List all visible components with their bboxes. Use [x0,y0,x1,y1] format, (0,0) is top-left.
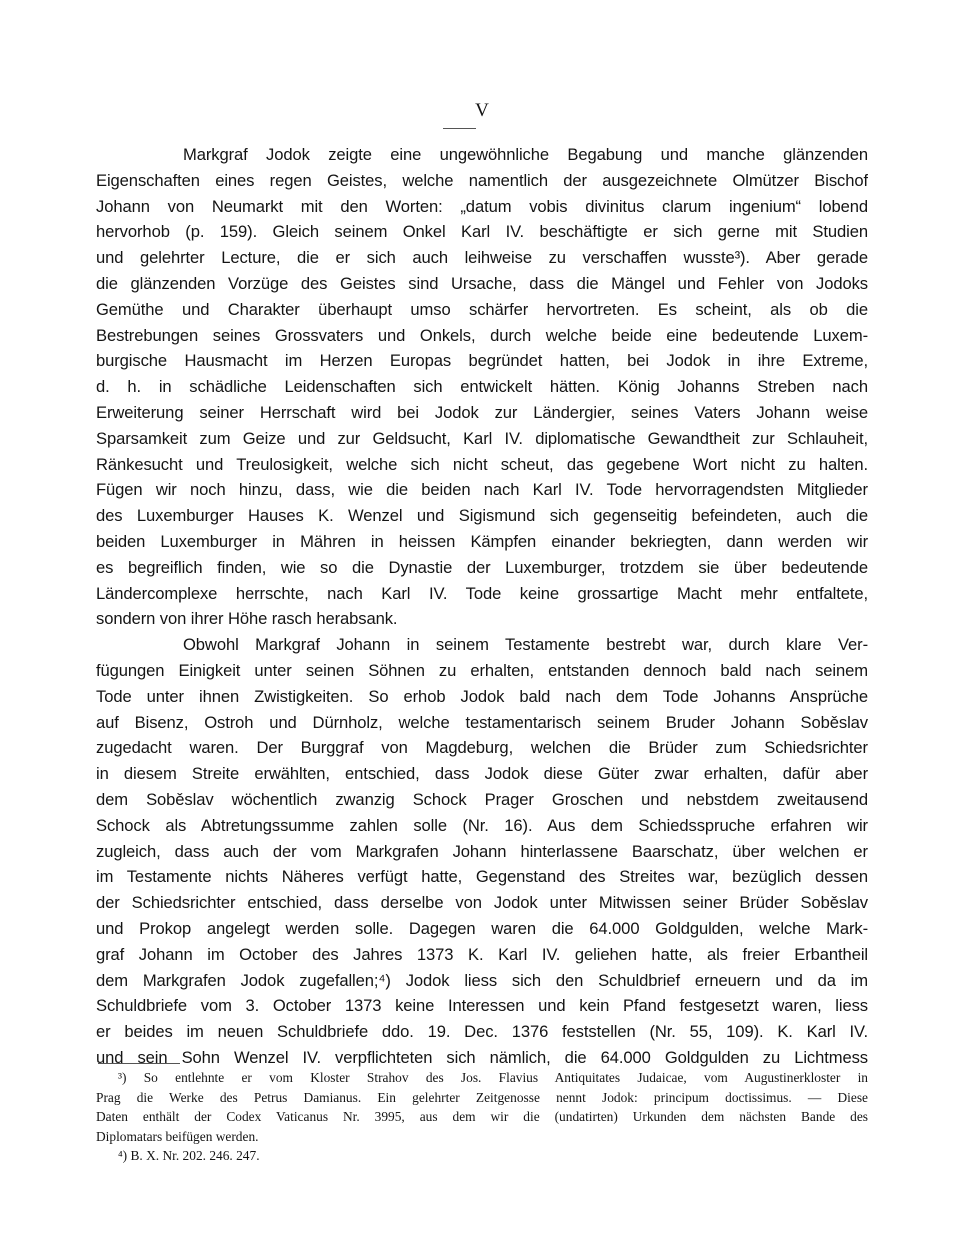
text-line: zugedacht waren. Der Burggraf von Magdeburg, welchen die Brüder zum Schiedsrichter [96,738,868,758]
text-line: beiden Luxemburger in Mähren in heissen Kämpfen einander bekriegten, dann werden wir [96,531,868,551]
text-line: dem Markgrafen Jodok zugefallen;⁴) Jodok liess sich den Schuldbrief erneuern und da im [96,970,868,990]
text-line: Markgraf Jodok zeigte eine ungewöhnliche Begabung und manche glänzenden [183,145,868,164]
text-line: burgische Hausmacht im Herzen Europas begründet hatten, bei Jodok in ihre Extreme, [96,351,868,371]
text-line: Fügen wir noch hinzu, dass, wie die beiden nach Karl IV. Tode hervorragendsten Mitglieder [96,480,868,500]
text-line: Gemüthe und Charakter überhaupt umso schärfer hervortreten. Es scheint, als ob die [96,299,868,319]
text-line: zugleich, dass auch der vom Markgrafen Johann hinterlassene Baarschatz, über welchen er [96,841,868,861]
text-line: dem Soběslav wöchentlich zwanzig Schock Prager Groschen und nebstdem zweitausend [96,789,868,809]
text-line: in diesem Streite erwählten, entschied, dass Jodok diese Güter zwar erhalten, dafür aber [96,764,868,784]
text-line: der Schiedsrichter entschied, dass derselbe von Jodok unter Mitwissen seiner Brüder Soběslav [96,893,868,913]
text-line: und sein Sohn Wenzel IV. verpflichteten sich nämlich, die 64.000 Goldgulden zu Lichtmess [96,1047,868,1067]
text-line: Eigenschaften eines regen Geistes, welche namentlich der ausgezeichnete Olmützer Bischof [96,170,868,190]
text-line: die glänzenden Vorzüge des Geistes sind Ursache, dass die Mängel und Fehler von Jodoks [96,273,868,293]
text-line: graf Johann im October des Jahres 1373 K. Karl IV. geliehen hatte, als freier Erbantheil [96,944,868,964]
text-line: Ländercomplexe herrschte, nach Karl IV. Tode keine grossartige Macht mehr entfaltete, [96,583,868,603]
text-line: im Testamente nichts Näheres verfügt hatte, Gegenstand des Streites war, bezüglich dessen [96,867,868,887]
text-line: Schuldbriefe vom 3. October 1373 keine Interessen und kein Pfand festgesetzt waren, liess [96,996,868,1016]
page-number-rule [443,128,476,129]
footnote-line: Daten enthält der Codex Vaticanus Nr. 3995, aus dem wir die (undatirten) Urkunden dem nächsten Bande des [96,1109,868,1124]
text-line: Ränkesucht und Treulosigkeit, welche sich nicht scheut, das gegebene Wort nicht zu halten. [96,454,868,474]
text-line: hervorhob (p. 159). Gleich seinem Onkel Karl IV. beschäftigte er sich gerne mit Studien [96,222,868,242]
text-line: d. h. in schädliche Leidenschaften sich entwickelt hätten. König Johanns Streben nach [96,377,868,397]
footnotes [96,1068,868,1166]
footnote-line: Diplomatars beifügen werden. [96,1128,259,1144]
footnote-line: Prag die Werke des Petrus Damianus. Ein gelehrter Zeitgenosse nennt Jodok: principum doctissimus. — Diese [96,1089,868,1105]
text-line: Bestrebungen seines Grossvaters und Onkels, durch welche beide eine bedeutende Luxem- [96,325,868,345]
text-line: Obwohl Markgraf Johann in seinem Testamente bestrebt war, durch klare Ver- [183,635,868,655]
text-line: und Prokop angelegt werden solle. Dagegen waren die 64.000 Goldgulden, welche Mark- [96,918,868,938]
footnote-line: ³) So entlehnte er vom Kloster Strahov des Jos. Flavius Antiquitates Judaicae, vom Augustinerkloster in [118,1070,868,1085]
text-line: des Luxemburger Hauses K. Wenzel und Sigismund sich gegenseitig befeindeten, auch die [96,506,868,526]
text-line: Schock als Abtretungssumme zahlen solle (Nr. 16). Aus dem Schiedsspruche erfahren wir [96,815,868,835]
text-line: Erweiterung seiner Herrschaft wird bei Jodok zur Ländergier, seines Vaters Johann weise [96,402,868,422]
text-line: auf Bisenz, Ostroh und Dürnholz, welche testamentarisch seinem Bruder Johann Soběslav [96,712,868,732]
text-line: Johann von Neumarkt mit den Worten: „datum vobis divinitus clarum ingenium“ lobend [96,196,868,216]
footnote-rule [98,1063,180,1064]
text-line: fügungen Einigkeit unter seinen Söhnen zu erhalten, entstanden dennoch bald nach seinem [96,660,868,680]
text-line: und gelehrter Lecture, die er sich auch leihweise zu verschaffen wusste³). Aber gerade [96,248,868,268]
main-text [96,142,868,1071]
text-line: es begreiflich finden, wie so die Dynastie der Luxemburger, trotzdem sie über bedeutende [96,557,868,577]
footnote-line: ⁴) B. X. Nr. 202. 246. 247. [118,1148,260,1163]
page-number: V [475,100,489,121]
text-line: sondern von ihrer Höhe rasch herabsank. [96,609,398,629]
text-line: Tode unter ihnen Zwistigkeiten. So erhob Jodok bald nach dem Tode Johanns Ansprüche [96,686,868,706]
text-line: Sparsamkeit zum Geize und zur Geldsucht, Karl IV. diplomatische Gewandtheit zur Schlauheit, [96,428,868,448]
text-line: er beides im neuen Schuldbriefe ddo. 19. Dec. 1376 feststellen (Nr. 55, 109). K. Karl IV. [96,1022,868,1042]
